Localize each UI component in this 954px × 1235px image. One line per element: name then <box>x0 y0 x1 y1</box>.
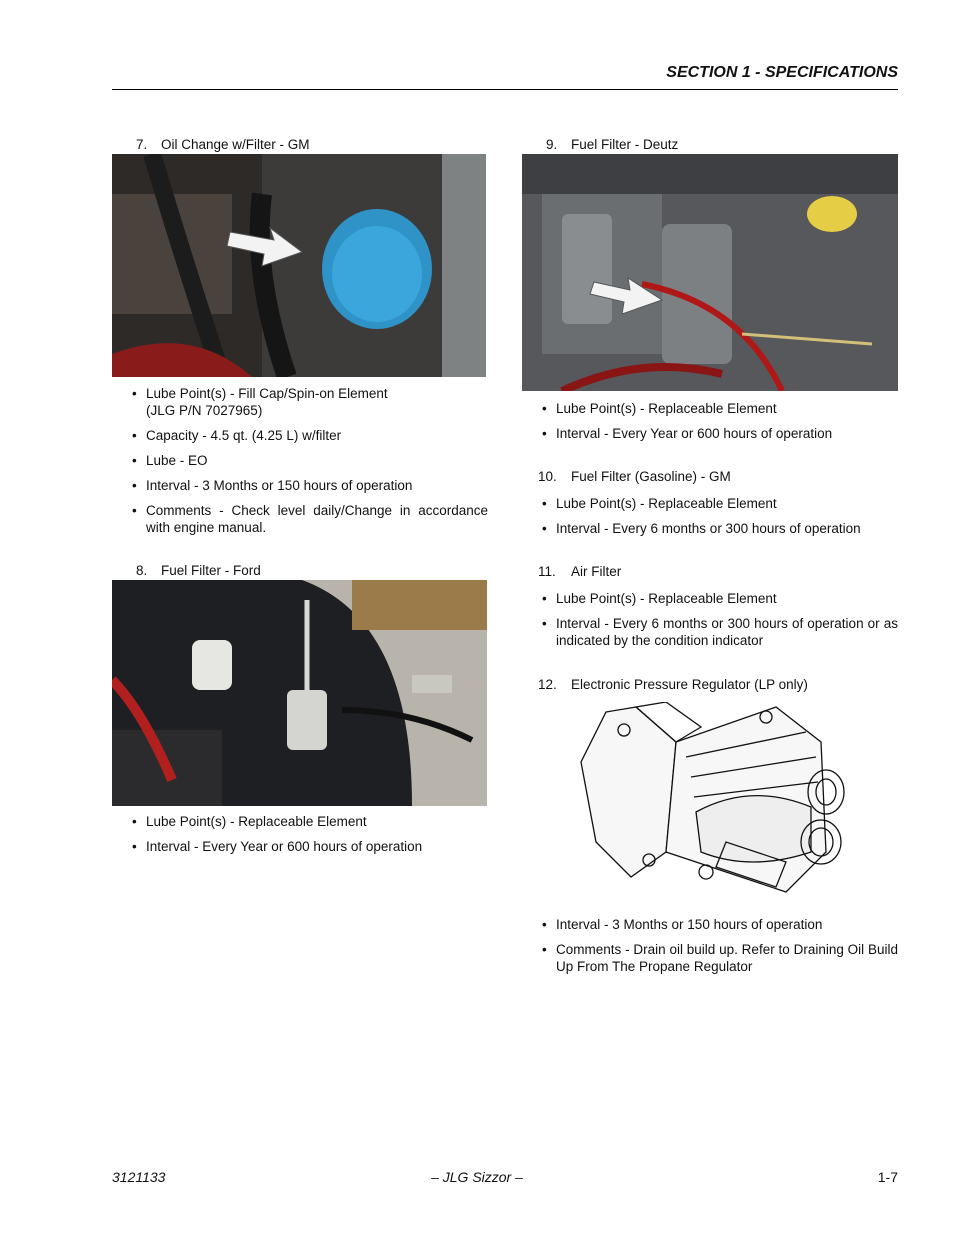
item-11-bullets <box>542 590 898 657</box>
header-rule <box>112 89 898 90</box>
list-item: • Comments - Check level daily/Change in accordance with engine manual. <box>132 502 488 536</box>
item-7-bullets <box>132 385 488 544</box>
item-number: 7. <box>136 137 148 152</box>
item-12-bullets <box>542 916 898 983</box>
list-item: • Lube Point(s) - Replaceable Element <box>542 400 898 417</box>
list-item: • Interval - 3 Months or 150 hours of operation <box>132 477 488 494</box>
list-item: • Lube Point(s) - Replaceable Element <box>132 813 488 830</box>
list-item: • Comments - Drain oil build up. Refer to Draining Oil Build Up From The Propane Regulator <box>542 941 898 975</box>
list-item: • Interval - 3 Months or 150 hours of operation <box>542 916 898 933</box>
item-title: Fuel Filter - Ford <box>161 563 261 578</box>
item-number: 11. <box>538 564 556 579</box>
item-title: Fuel Filter - Deutz <box>571 137 679 152</box>
list-item: • Interval - Every 6 months or 300 hours of operation <box>542 520 898 537</box>
item-number: 9. <box>546 137 558 152</box>
item-10-heading <box>538 469 731 484</box>
list-item: • Lube Point(s) - Replaceable Element <box>542 590 898 607</box>
oil-filter-gm-photo <box>112 154 486 377</box>
item-8-heading <box>136 563 261 578</box>
item-number: 8. <box>136 563 148 578</box>
list-item: • Capacity - 4.5 qt. (4.25 L) w/filter <box>132 427 488 444</box>
item-9-bullets <box>542 400 898 450</box>
page-number: 1-7 <box>877 1169 898 1185</box>
item-8-bullets <box>132 813 488 863</box>
item-title: Fuel Filter (Gasoline) - GM <box>571 469 731 484</box>
item-10-bullets <box>542 495 898 545</box>
item-number: 12. <box>538 677 557 692</box>
list-item: • Lube Point(s) - Fill Cap/Spin-on Element (JLG P/N 7027965) <box>132 385 488 419</box>
item-title: Air Filter <box>571 564 622 579</box>
fuel-filter-ford-photo <box>112 580 487 806</box>
item-9-heading <box>546 137 678 152</box>
fuel-filter-deutz-photo <box>522 154 898 391</box>
item-12-heading <box>538 677 808 692</box>
item-7-heading <box>136 137 310 152</box>
pressure-regulator-drawing <box>576 702 852 896</box>
list-item: • Interval - Every Year or 600 hours of operation <box>132 838 488 855</box>
item-number: 10. <box>538 469 557 484</box>
list-item: • Lube - EO <box>132 452 488 469</box>
footer-title: – JLG Sizzor – <box>431 1169 523 1185</box>
item-title: Oil Change w/Filter - GM <box>161 137 310 152</box>
item-11-heading <box>538 564 621 579</box>
section-title: SECTION 1 - SPECIFICATIONS <box>666 64 898 81</box>
list-item: • Interval - Every 6 months or 300 hours of operation or as indicated by the condition indicator <box>542 615 898 649</box>
list-item: • Interval - Every Year or 600 hours of operation <box>542 425 898 442</box>
item-title: Electronic Pressure Regulator (LP only) <box>571 677 808 692</box>
list-item: • Lube Point(s) - Replaceable Element <box>542 495 898 512</box>
doc-number: 3121133 <box>112 1169 166 1185</box>
